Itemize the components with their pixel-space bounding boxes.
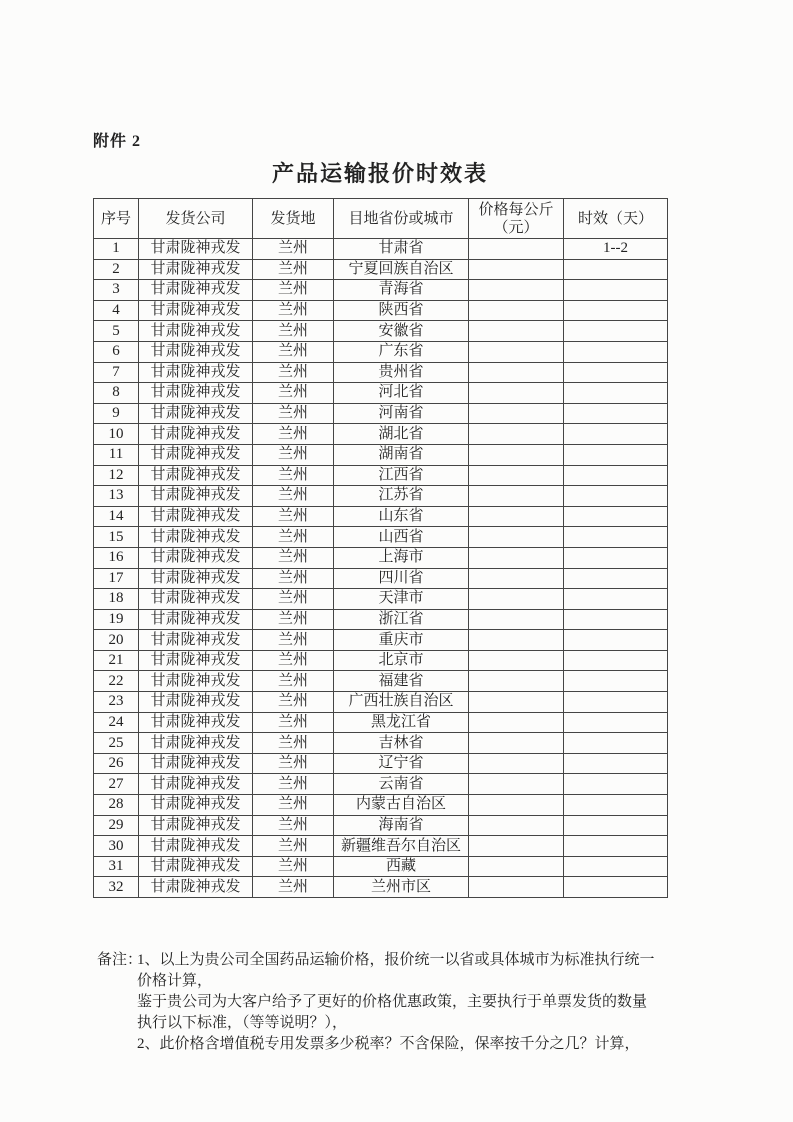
- cell-origin: 兰州: [253, 362, 334, 383]
- table-row: [94, 753, 668, 774]
- cell-no: 11: [94, 444, 139, 465]
- cell-days: [564, 259, 668, 280]
- table-row: [94, 362, 668, 383]
- cell-price: [469, 589, 564, 610]
- column-header-4: 价格每公斤（元）: [469, 199, 564, 239]
- cell-days: [564, 630, 668, 651]
- cell-price: [469, 321, 564, 342]
- cell-origin: 兰州: [253, 300, 334, 321]
- cell-company: 甘肃陇神戎发: [139, 753, 253, 774]
- table-row: [94, 465, 668, 486]
- cell-company: 甘肃陇神戎发: [139, 815, 253, 836]
- cell-destination: 四川省: [334, 568, 469, 589]
- cell-company: 甘肃陇神戎发: [139, 383, 253, 404]
- cell-destination: 黑龙江省: [334, 712, 469, 733]
- cell-origin: 兰州: [253, 506, 334, 527]
- table-row: [94, 547, 668, 568]
- note-line: 价格计算，: [137, 973, 213, 989]
- cell-price: [469, 547, 564, 568]
- cell-origin: 兰州: [253, 877, 334, 898]
- cell-destination: 湖南省: [334, 444, 469, 465]
- table-row: [94, 321, 668, 342]
- cell-destination: 江苏省: [334, 486, 469, 507]
- table-row: [94, 383, 668, 404]
- table-row: [94, 486, 668, 507]
- cell-origin: 兰州: [253, 733, 334, 754]
- cell-days: [564, 424, 668, 445]
- cell-no: 29: [94, 815, 139, 836]
- cell-price: [469, 836, 564, 857]
- cell-company: 甘肃陇神戎发: [139, 341, 253, 362]
- cell-origin: 兰州: [253, 403, 334, 424]
- cell-no: 15: [94, 527, 139, 548]
- cell-no: 26: [94, 753, 139, 774]
- table-row: [94, 527, 668, 548]
- table-row: [94, 239, 668, 260]
- note-line: 1、以上为贵公司全国药品运输价格，报价统一以省或具体城市为标准执行统一: [137, 952, 655, 968]
- cell-origin: 兰州: [253, 589, 334, 610]
- cell-days: [564, 712, 668, 733]
- table-row: [94, 280, 668, 301]
- cell-origin: 兰州: [253, 671, 334, 692]
- cell-destination: 重庆市: [334, 630, 469, 651]
- cell-price: [469, 239, 564, 260]
- cell-destination: 新疆维吾尔自治区: [334, 836, 469, 857]
- cell-company: 甘肃陇神戎发: [139, 239, 253, 260]
- cell-company: 甘肃陇神戎发: [139, 650, 253, 671]
- table-row: [94, 671, 668, 692]
- cell-days: [564, 403, 668, 424]
- cell-origin: 兰州: [253, 547, 334, 568]
- cell-company: 甘肃陇神戎发: [139, 527, 253, 548]
- cell-no: 2: [94, 259, 139, 280]
- cell-days: [564, 877, 668, 898]
- cell-no: 10: [94, 424, 139, 445]
- cell-destination: 青海省: [334, 280, 469, 301]
- cell-days: [564, 671, 668, 692]
- cell-price: [469, 877, 564, 898]
- column-header-1: 发货公司: [139, 199, 253, 239]
- cell-no: 32: [94, 877, 139, 898]
- cell-no: 5: [94, 321, 139, 342]
- cell-price: [469, 815, 564, 836]
- cell-days: [564, 650, 668, 671]
- cell-days: [564, 321, 668, 342]
- note-line: 2、此价格含增值税专用发票多少税率？不含保险，保率按千分之几？计算，: [137, 1036, 640, 1052]
- note-line: 执行以下标准，（等等说明？），: [137, 1015, 348, 1031]
- note-line: 鉴于贵公司为大客户给予了更好的价格优惠政策，主要执行于单票发货的数量: [137, 994, 648, 1010]
- cell-origin: 兰州: [253, 341, 334, 362]
- cell-price: [469, 362, 564, 383]
- cell-origin: 兰州: [253, 486, 334, 507]
- cell-no: 25: [94, 733, 139, 754]
- cell-days: [564, 856, 668, 877]
- cell-days: [564, 527, 668, 548]
- table-row: [94, 403, 668, 424]
- cell-no: 31: [94, 856, 139, 877]
- cell-origin: 兰州: [253, 815, 334, 836]
- cell-company: 甘肃陇神戎发: [139, 630, 253, 651]
- attachment-label: 附件 2: [93, 133, 142, 150]
- cell-destination: 湖北省: [334, 424, 469, 445]
- table-row: [94, 815, 668, 836]
- cell-company: 甘肃陇神戎发: [139, 836, 253, 857]
- cell-price: [469, 403, 564, 424]
- cell-destination: 河北省: [334, 383, 469, 404]
- cell-no: 12: [94, 465, 139, 486]
- table-row: [94, 630, 668, 651]
- table-row: [94, 877, 668, 898]
- cell-price: [469, 527, 564, 548]
- cell-no: 7: [94, 362, 139, 383]
- cell-company: 甘肃陇神戎发: [139, 547, 253, 568]
- cell-no: 9: [94, 403, 139, 424]
- cell-days: [564, 486, 668, 507]
- cell-price: [469, 424, 564, 445]
- table-row: [94, 341, 668, 362]
- cell-price: [469, 609, 564, 630]
- cell-company: 甘肃陇神戎发: [139, 259, 253, 280]
- cell-days: [564, 589, 668, 610]
- cell-company: 甘肃陇神戎发: [139, 609, 253, 630]
- cell-company: 甘肃陇神戎发: [139, 362, 253, 383]
- table-row: [94, 609, 668, 630]
- cell-destination: 北京市: [334, 650, 469, 671]
- cell-origin: 兰州: [253, 609, 334, 630]
- cell-destination: 吉林省: [334, 733, 469, 754]
- cell-no: 18: [94, 589, 139, 610]
- cell-company: 甘肃陇神戎发: [139, 321, 253, 342]
- cell-origin: 兰州: [253, 424, 334, 445]
- cell-days: [564, 692, 668, 713]
- table-row: [94, 568, 668, 589]
- table-row: [94, 506, 668, 527]
- notes-section: [97, 950, 687, 1055]
- cell-destination: 兰州市区: [334, 877, 469, 898]
- quotation-table: [93, 198, 668, 898]
- cell-no: 13: [94, 486, 139, 507]
- cell-days: [564, 795, 668, 816]
- cell-no: 24: [94, 712, 139, 733]
- table-row: [94, 774, 668, 795]
- document-title: 产品运输报价时效表: [271, 161, 488, 186]
- cell-destination: 江西省: [334, 465, 469, 486]
- cell-days: [564, 280, 668, 301]
- cell-origin: 兰州: [253, 321, 334, 342]
- cell-destination: 山东省: [334, 506, 469, 527]
- cell-days: [564, 383, 668, 404]
- cell-company: 甘肃陇神戎发: [139, 589, 253, 610]
- cell-company: 甘肃陇神戎发: [139, 300, 253, 321]
- cell-days: [564, 444, 668, 465]
- cell-price: [469, 465, 564, 486]
- cell-no: 19: [94, 609, 139, 630]
- cell-origin: 兰州: [253, 795, 334, 816]
- cell-price: [469, 341, 564, 362]
- cell-origin: 兰州: [253, 692, 334, 713]
- cell-origin: 兰州: [253, 856, 334, 877]
- notes-content: [137, 950, 687, 1055]
- cell-origin: 兰州: [253, 568, 334, 589]
- cell-origin: 兰州: [253, 465, 334, 486]
- cell-price: [469, 650, 564, 671]
- cell-destination: 西藏: [334, 856, 469, 877]
- table-row: [94, 650, 668, 671]
- cell-company: 甘肃陇神戎发: [139, 506, 253, 527]
- cell-destination: 辽宁省: [334, 753, 469, 774]
- cell-no: 8: [94, 383, 139, 404]
- column-header-0: 序号: [94, 199, 139, 239]
- cell-days: [564, 815, 668, 836]
- cell-no: 22: [94, 671, 139, 692]
- table-row: [94, 259, 668, 280]
- cell-days: [564, 609, 668, 630]
- table-row: [94, 692, 668, 713]
- cell-no: 1: [94, 239, 139, 260]
- cell-days: [564, 733, 668, 754]
- cell-destination: 贵州省: [334, 362, 469, 383]
- table-row: [94, 712, 668, 733]
- cell-company: 甘肃陇神戎发: [139, 444, 253, 465]
- cell-company: 甘肃陇神戎发: [139, 671, 253, 692]
- cell-price: [469, 856, 564, 877]
- cell-no: 20: [94, 630, 139, 651]
- cell-price: [469, 630, 564, 651]
- cell-no: 23: [94, 692, 139, 713]
- cell-no: 4: [94, 300, 139, 321]
- cell-origin: 兰州: [253, 444, 334, 465]
- cell-company: 甘肃陇神戎发: [139, 877, 253, 898]
- cell-no: 28: [94, 795, 139, 816]
- cell-destination: 陕西省: [334, 300, 469, 321]
- cell-origin: 兰州: [253, 383, 334, 404]
- table-row: [94, 424, 668, 445]
- notes-label: 备注：: [97, 952, 143, 968]
- cell-price: [469, 300, 564, 321]
- cell-price: [469, 712, 564, 733]
- cell-origin: 兰州: [253, 774, 334, 795]
- cell-price: [469, 733, 564, 754]
- table-row: [94, 733, 668, 754]
- cell-price: [469, 259, 564, 280]
- cell-origin: 兰州: [253, 753, 334, 774]
- cell-days: [564, 547, 668, 568]
- cell-origin: 兰州: [253, 836, 334, 857]
- table-row: [94, 444, 668, 465]
- cell-company: 甘肃陇神戎发: [139, 692, 253, 713]
- cell-origin: 兰州: [253, 239, 334, 260]
- cell-origin: 兰州: [253, 280, 334, 301]
- cell-no: 27: [94, 774, 139, 795]
- cell-destination: 福建省: [334, 671, 469, 692]
- cell-origin: 兰州: [253, 259, 334, 280]
- cell-company: 甘肃陇神戎发: [139, 712, 253, 733]
- cell-destination: 甘肃省: [334, 239, 469, 260]
- column-header-3: 目地省份或城市: [334, 199, 469, 239]
- cell-days: [564, 362, 668, 383]
- cell-days: [564, 300, 668, 321]
- cell-days: [564, 774, 668, 795]
- cell-destination: 河南省: [334, 403, 469, 424]
- cell-no: 14: [94, 506, 139, 527]
- cell-origin: 兰州: [253, 630, 334, 651]
- cell-destination: 海南省: [334, 815, 469, 836]
- cell-company: 甘肃陇神戎发: [139, 795, 253, 816]
- cell-company: 甘肃陇神戎发: [139, 280, 253, 301]
- cell-no: 3: [94, 280, 139, 301]
- cell-days: [564, 753, 668, 774]
- cell-price: [469, 506, 564, 527]
- cell-price: [469, 753, 564, 774]
- cell-no: 21: [94, 650, 139, 671]
- cell-price: [469, 671, 564, 692]
- cell-destination: 广东省: [334, 341, 469, 362]
- cell-price: [469, 795, 564, 816]
- table-row: [94, 795, 668, 816]
- cell-price: [469, 383, 564, 404]
- column-header-2: 发货地: [253, 199, 334, 239]
- cell-company: 甘肃陇神戎发: [139, 465, 253, 486]
- column-header-5: 时效（天）: [564, 199, 668, 239]
- cell-days: [564, 836, 668, 857]
- cell-destination: 安徽省: [334, 321, 469, 342]
- table-row: [94, 589, 668, 610]
- cell-origin: 兰州: [253, 527, 334, 548]
- cell-days: [564, 506, 668, 527]
- cell-no: 6: [94, 341, 139, 362]
- cell-no: 17: [94, 568, 139, 589]
- cell-price: [469, 774, 564, 795]
- cell-origin: 兰州: [253, 650, 334, 671]
- cell-company: 甘肃陇神戎发: [139, 568, 253, 589]
- cell-destination: 广西壮族自治区: [334, 692, 469, 713]
- table-row: [94, 836, 668, 857]
- cell-company: 甘肃陇神戎发: [139, 424, 253, 445]
- cell-destination: 内蒙古自治区: [334, 795, 469, 816]
- cell-destination: 宁夏回族自治区: [334, 259, 469, 280]
- cell-destination: 山西省: [334, 527, 469, 548]
- cell-price: [469, 444, 564, 465]
- cell-no: 16: [94, 547, 139, 568]
- cell-destination: 浙江省: [334, 609, 469, 630]
- cell-company: 甘肃陇神戎发: [139, 856, 253, 877]
- cell-days: [564, 465, 668, 486]
- cell-no: 30: [94, 836, 139, 857]
- cell-company: 甘肃陇神戎发: [139, 403, 253, 424]
- cell-company: 甘肃陇神戎发: [139, 774, 253, 795]
- cell-price: [469, 486, 564, 507]
- cell-days: 1--2: [564, 239, 668, 260]
- table-row: [94, 300, 668, 321]
- cell-destination: 云南省: [334, 774, 469, 795]
- cell-destination: 上海市: [334, 547, 469, 568]
- cell-days: [564, 568, 668, 589]
- cell-origin: 兰州: [253, 712, 334, 733]
- cell-company: 甘肃陇神戎发: [139, 486, 253, 507]
- cell-days: [564, 341, 668, 362]
- cell-company: 甘肃陇神戎发: [139, 733, 253, 754]
- table-row: [94, 856, 668, 877]
- cell-price: [469, 280, 564, 301]
- cell-destination: 天津市: [334, 589, 469, 610]
- table-header-row: [94, 199, 668, 239]
- cell-price: [469, 568, 564, 589]
- cell-price: [469, 692, 564, 713]
